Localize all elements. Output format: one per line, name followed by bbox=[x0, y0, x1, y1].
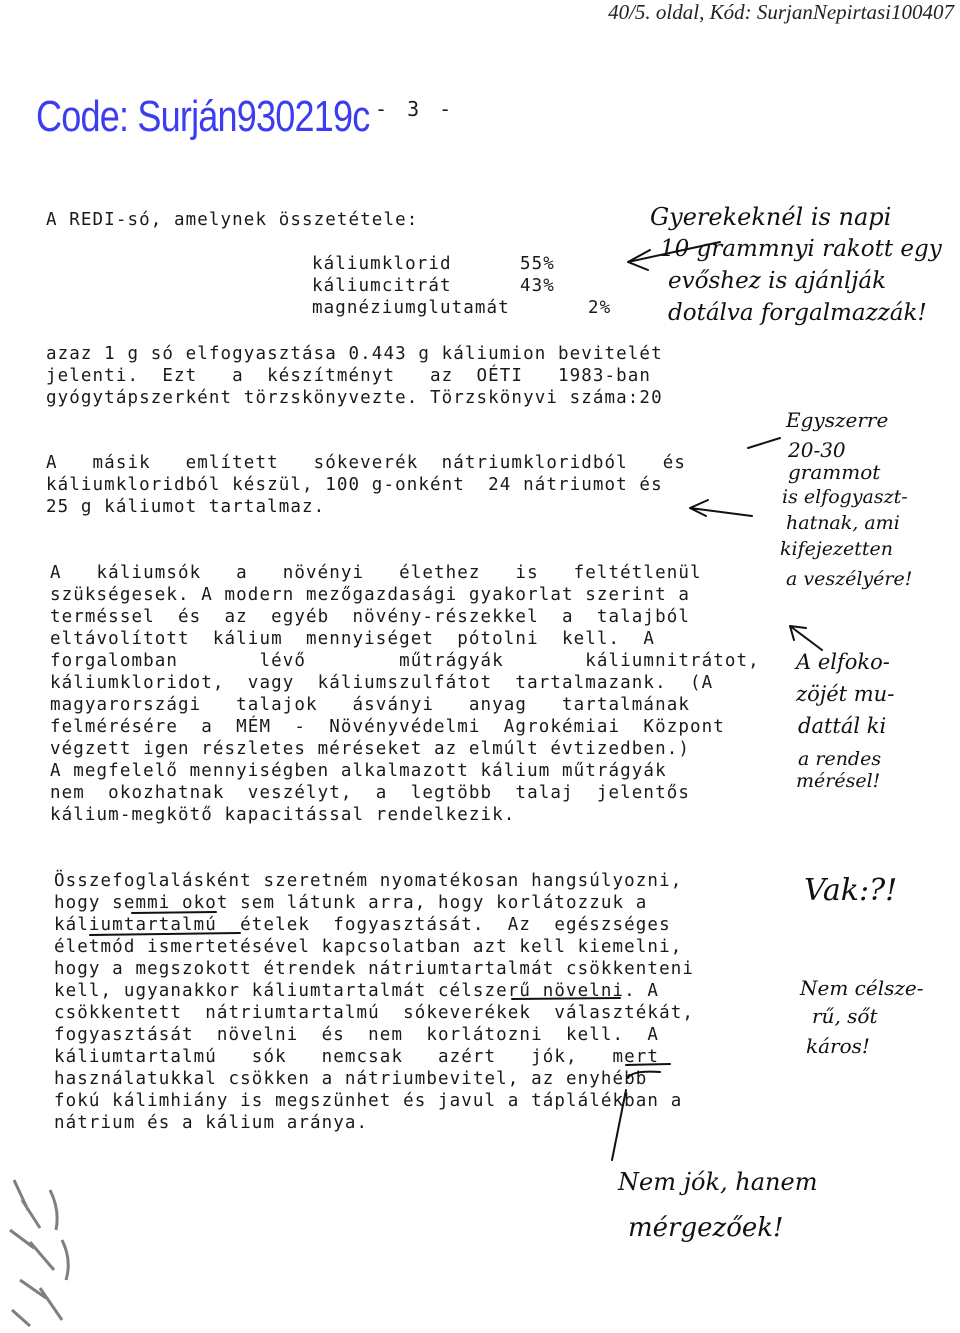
body-line: terméssel és az egyéb növény-részekkel a talajból bbox=[50, 607, 690, 627]
body-line: gyógytápszerként törzskönyvezte. Törzskönyvi száma:20 bbox=[46, 388, 663, 408]
line-to-footnote bbox=[612, 1090, 626, 1160]
body-line: kálium-megkötő kapacitással rendelkezik. bbox=[50, 805, 516, 825]
archive-stamp bbox=[0, 1170, 90, 1330]
body-line: A káliumsók a növényi élethez is feltétlenül bbox=[50, 563, 702, 583]
underline-celszeru bbox=[512, 998, 620, 999]
ingredient-name: magnéziumglutamát bbox=[312, 298, 510, 318]
handwritten-note: 20-30 bbox=[788, 438, 846, 462]
ingredient-value: 55% bbox=[520, 254, 555, 274]
body-line: káliumkloridból készül, 100 g-onként 24 nátriumot és bbox=[46, 475, 663, 495]
body-line: 25 g káliumot tartalmaz. bbox=[46, 497, 326, 517]
arrow-to-composition bbox=[628, 242, 720, 270]
body-line: A másik említett sókeverék nátriumkloridból és bbox=[46, 453, 686, 473]
underline-jok bbox=[626, 1064, 670, 1065]
body-line: kell, ugyanakkor káliumtartalmát célszerű növelni. A bbox=[54, 981, 660, 1001]
page-number: - 3 - bbox=[375, 97, 456, 121]
arrow-to-para2 bbox=[748, 438, 780, 448]
handwritten-note: grammot bbox=[788, 460, 881, 484]
body-line: káliumtartalmú ételek fogyasztását. Az egészséges bbox=[54, 915, 671, 935]
body-line: nem okozhatnak veszélyt, a legtöbb talaj jelentős bbox=[50, 783, 690, 803]
body-line: hogy a megszokott étrendek nátriumtartalmát csökkenteni bbox=[54, 959, 694, 979]
handwritten-note: zöjét mu- bbox=[796, 682, 895, 706]
body-line: fokú kálimhiány is megszünhet és javul a táplálékban a bbox=[54, 1091, 683, 1111]
composition-intro: A REDI-só, amelynek összetétele: bbox=[46, 210, 419, 230]
ingredient-name: káliumcitrát bbox=[312, 276, 452, 296]
body-line: csökkentett nátriumtartalmú sókeverékek választékát, bbox=[54, 1003, 694, 1023]
handwritten-note: Nem célsze- bbox=[800, 976, 924, 1000]
body-line: fogyasztását növelni és nem korlátozni kell. A bbox=[54, 1025, 660, 1045]
handwritten-note: mérésel! bbox=[796, 770, 881, 792]
handwritten-note: dattál ki bbox=[798, 714, 887, 738]
body-line: felmérésére a MÉM - Növényvédelmi Agrokémiai Központ bbox=[50, 717, 725, 737]
handwritten-note: Gyerekeknél is napi bbox=[650, 203, 892, 231]
code-stamp: Code: Surján930219c bbox=[36, 92, 370, 141]
ingredient-value: 43% bbox=[520, 276, 555, 296]
body-line: jelenti. Ezt a készítményt az OÉTI 1983-ban bbox=[46, 366, 652, 386]
ingredient-name: káliumklorid bbox=[312, 254, 452, 274]
handwritten-note: káros! bbox=[806, 1034, 870, 1058]
body-line: azaz 1 g só elfogyasztása 0.443 g káliumion bevitelét bbox=[46, 344, 663, 364]
handwritten-note: evőshez is ajánlják bbox=[668, 268, 887, 294]
body-line: magyarországi talajok ásványi anyag tartalmának bbox=[50, 695, 690, 715]
handwritten-note: mérgezőek! bbox=[628, 1213, 784, 1243]
body-line: forgalomban lévő műtrágyák káliumnitrátot, bbox=[50, 651, 760, 671]
arrow-to-mixture bbox=[690, 500, 752, 516]
body-line: szükségesek. A modern mezőgazdasági gyakorlat szerint a bbox=[50, 585, 690, 605]
handwritten-note: Vak:?! bbox=[804, 873, 898, 908]
handwritten-note: A elfoko- bbox=[796, 650, 890, 674]
handwritten-note: hatnak, ami bbox=[786, 512, 900, 534]
handwritten-note: Egyszerre bbox=[786, 408, 889, 432]
body-line: A megfelelő mennyiségben alkalmazott kálium műtrágyák bbox=[50, 761, 667, 781]
body-line: eltávolított kálium mennyiséget pótolni kell. A bbox=[50, 629, 656, 649]
handwritten-note: 10 grammnyi rakott egy bbox=[660, 236, 942, 262]
handwritten-note: is elfogyaszt- bbox=[782, 486, 908, 508]
handwritten-note: a rendes bbox=[798, 748, 882, 770]
underline-semmi bbox=[132, 912, 216, 913]
body-line: használatukkal csökken a nátriumbevitel, az enyhébb bbox=[54, 1069, 648, 1089]
ingredient-value: 2% bbox=[588, 298, 612, 318]
body-line: káliumtartalmú sók nemcsak azért jók, mert bbox=[54, 1047, 660, 1067]
underline-kaliumtartalmu bbox=[90, 933, 240, 935]
body-line: végzett igen részletes méréseket az elmúlt évtizedben.) bbox=[50, 739, 690, 759]
handwritten-note: Nem jók, hanem bbox=[618, 1168, 818, 1196]
handwritten-note: kifejezetten bbox=[780, 538, 894, 560]
body-line: életmód ismertetésével kapcsolatban azt kell kiemelni, bbox=[54, 937, 683, 957]
handwritten-note: dotálva forgalmazzák! bbox=[668, 300, 927, 326]
arrow-to-fertilizer bbox=[790, 626, 822, 650]
page-reference: 40/5. oldal, Kód: SurjanNepirtasi100407 bbox=[608, 0, 954, 24]
body-line: nátrium és a kálium aránya. bbox=[54, 1113, 369, 1133]
body-line: Összefoglalásként szeretném nyomatékosan hangsúlyozni, bbox=[54, 871, 683, 891]
body-line: káliumkloridot, vagy káliumszulfátot tartalmazank. (A bbox=[50, 673, 714, 693]
handwritten-note: a veszélyére! bbox=[786, 568, 913, 590]
body-line: hogy semmi okot sem látunk arra, hogy korlátozzuk a bbox=[54, 893, 648, 913]
handwritten-note: rű, sőt bbox=[812, 1004, 878, 1028]
circle-az bbox=[628, 1072, 660, 1078]
